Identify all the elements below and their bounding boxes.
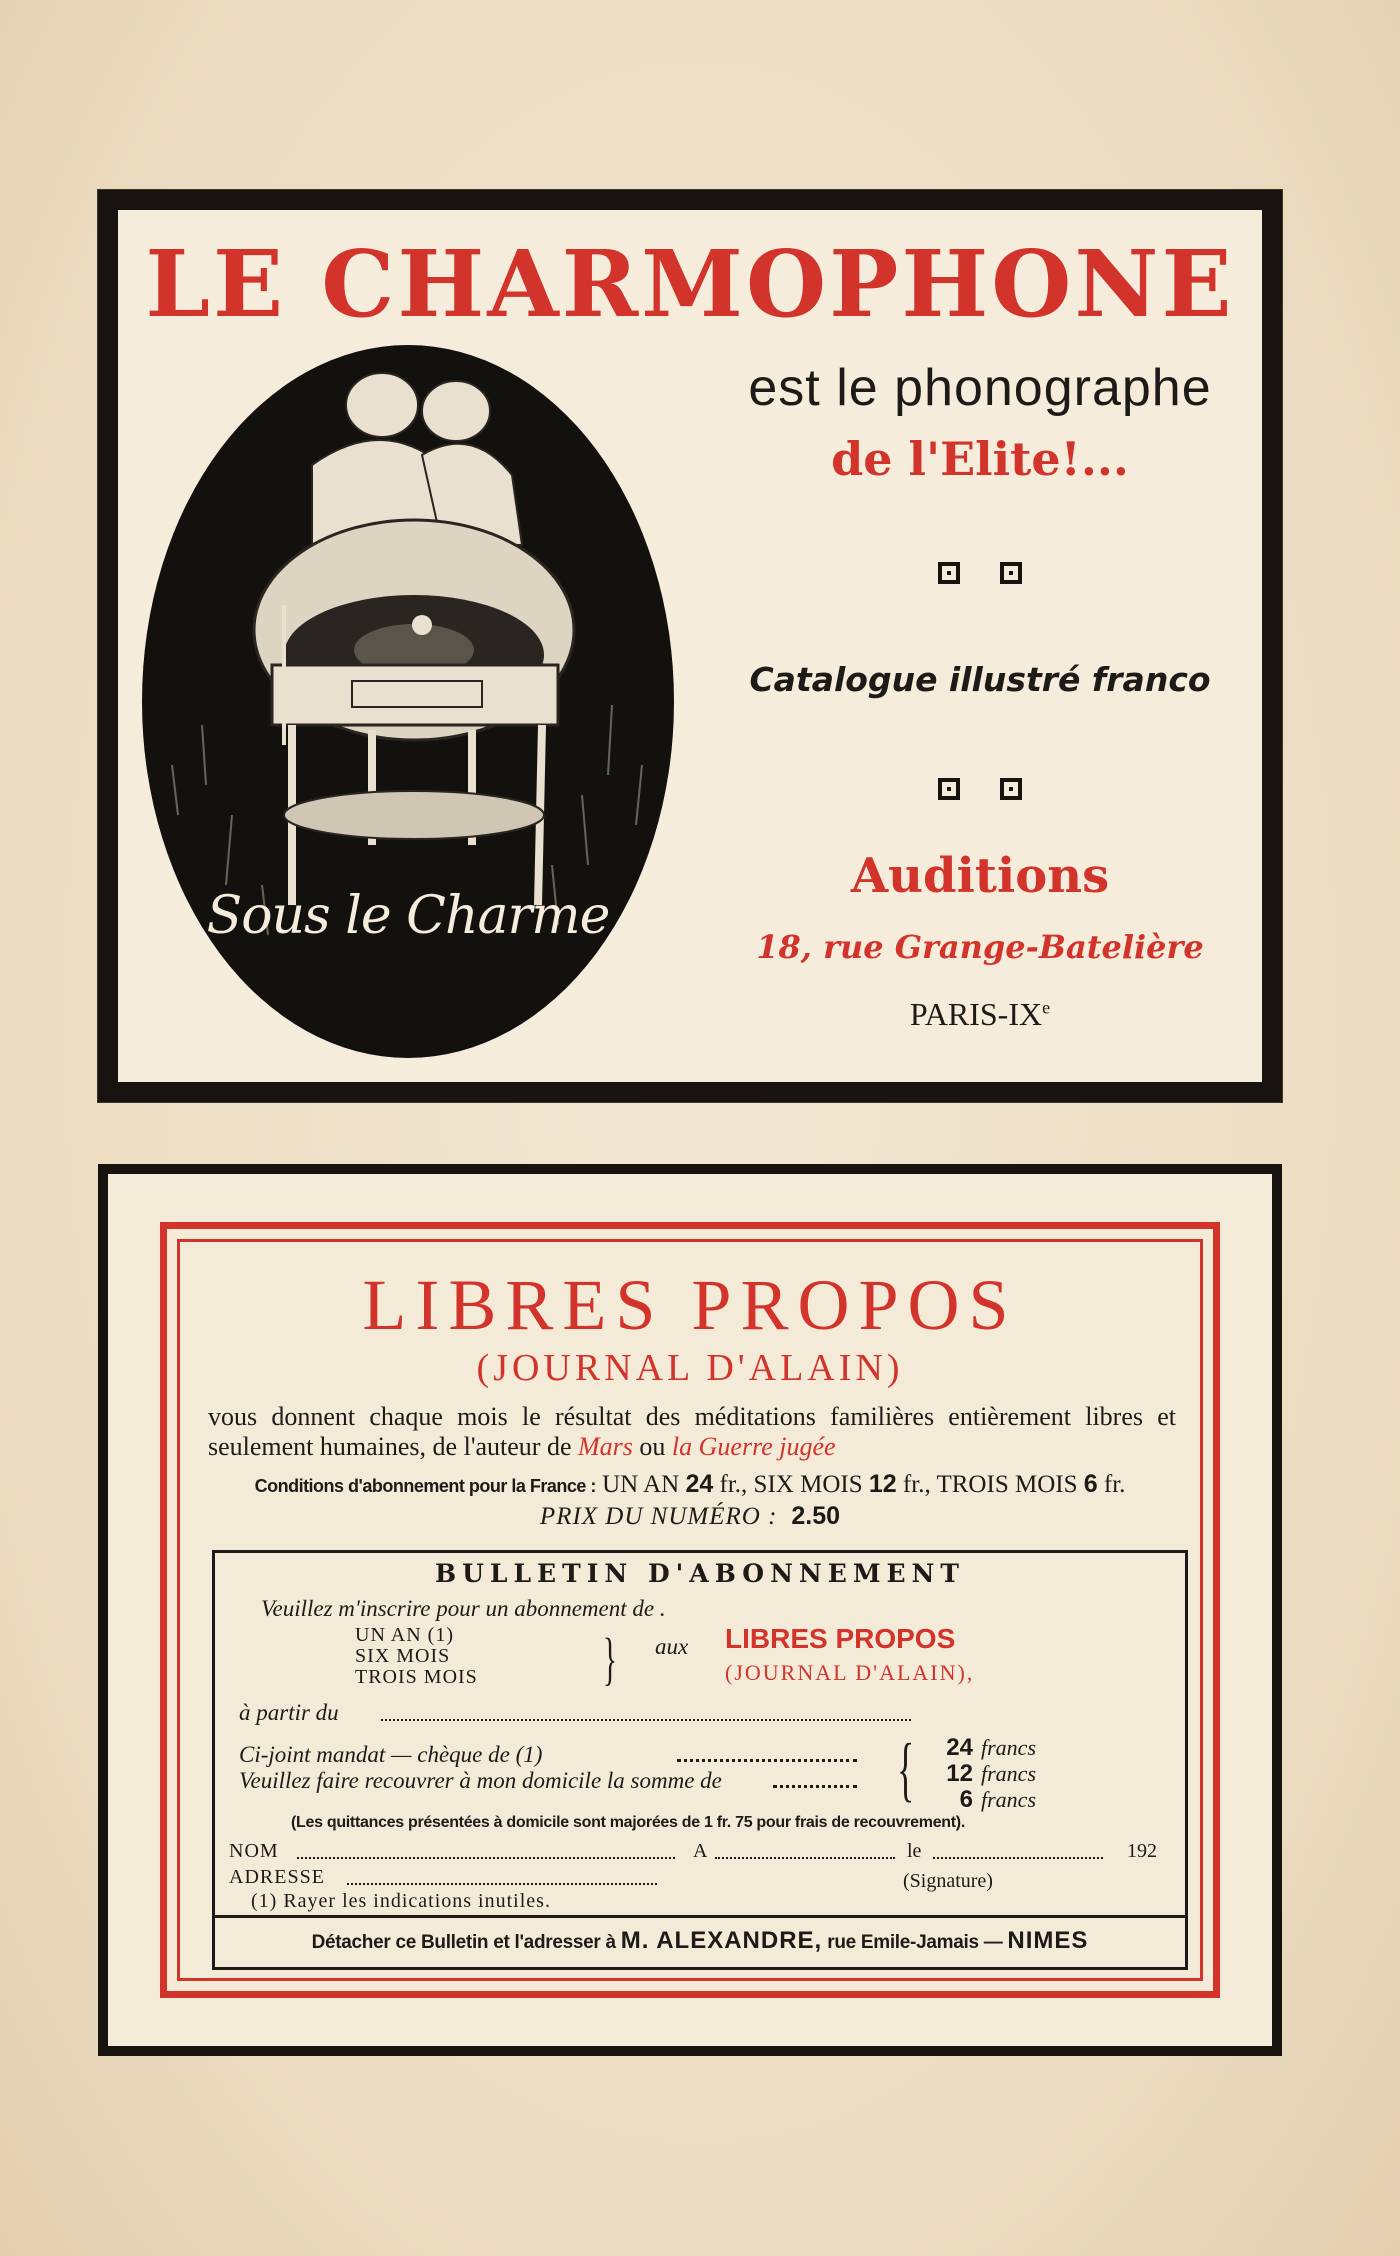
price-six-mois: 12 [868, 1470, 897, 1498]
charmophone-title: LE CHARMOPHONE [145, 230, 1235, 338]
amount-options [937, 1735, 1036, 1813]
libres-propos-advertisement [98, 1164, 1282, 2056]
brace-icon: { [897, 1729, 915, 1809]
amount-value: 6 [959, 1786, 973, 1813]
charmophone-advertisement [98, 190, 1282, 1102]
form-footer [215, 1927, 1185, 1955]
ornament-squares-top [678, 562, 1282, 584]
option-six-mois[interactable]: SIX MOIS [355, 1645, 451, 1667]
strike-note: (1) Rayer les indications inutiles. [251, 1890, 551, 1912]
name-field[interactable] [297, 1857, 675, 1859]
square-ornament-icon [938, 778, 960, 800]
city-superscript: e [1042, 997, 1051, 1018]
year-prefix: 192 [1127, 1840, 1157, 1862]
start-date-field[interactable] [381, 1719, 911, 1721]
city-line [678, 996, 1282, 1033]
description-text: vous donnent chaque mois le résultat des méditations familières entièrement libres et seulement humaines, de l'auteur de [208, 1402, 1176, 1461]
form-request-line: Veuillez m'inscrire pour un abonnement de . [261, 1596, 666, 1621]
form-libres-propos: LIBRES PROPOS [725, 1623, 956, 1654]
issue-price [108, 1502, 1272, 1531]
square-ornament-icon [1000, 778, 1022, 800]
phonograph-drawing [142, 345, 674, 1058]
address-field[interactable] [347, 1883, 657, 1885]
conditions-fr: fr. [1103, 1471, 1126, 1498]
illustration-caption: Sous le Charme [206, 886, 610, 946]
price-value: 2.50 [791, 1502, 841, 1530]
or-word: ou [639, 1432, 666, 1461]
libres-propos-panel [108, 1174, 1272, 2046]
catalogue-text: Catalogue illustré franco [749, 660, 1211, 699]
payment-mandat-line: Ci-joint mandat — chèque de (1) [239, 1742, 543, 1767]
square-ornament-icon [938, 562, 960, 584]
libres-propos-subtitle: (JOURNAL D'ALAIN) [476, 1347, 904, 1389]
form-heading: BULLETIN D'ABONNEMENT [434, 1559, 966, 1588]
form-divider [215, 1915, 1185, 1918]
tagline-elite: de l'Elite!... [831, 432, 1129, 486]
phonograph-illustration [142, 345, 674, 1058]
payment-collect-dots [773, 1785, 857, 1788]
duration-options [355, 1625, 478, 1688]
tagline-phonographe: est le phonographe [748, 359, 1212, 417]
payment-collect-line: Veuillez faire recouvrer à mon domicile la somme de [239, 1768, 722, 1793]
payment-mandat-dots [677, 1759, 857, 1762]
auditions-heading: Auditions [850, 848, 1110, 904]
price-label: PRIX DU NUMÉRO : [539, 1503, 778, 1530]
footer-detach: Détacher ce Bulletin et l'adresser à [311, 1932, 616, 1953]
libres-propos-title: LIBRES PROPOS [362, 1265, 1018, 1345]
conditions-label: Conditions d'abonnement pour la France : [254, 1476, 596, 1496]
square-ornament-icon [1000, 562, 1022, 584]
footer-city: NIMES [1007, 1927, 1089, 1954]
charmophone-panel [118, 210, 1262, 1082]
subscription-conditions [108, 1470, 1272, 1499]
ornament-squares-bottom [678, 778, 1282, 800]
conditions-trois-mois: fr., TROIS MOIS [902, 1471, 1078, 1498]
date-label: le [907, 1840, 922, 1862]
form-journal-alain: (JOURNAL D'ALAIN), [725, 1660, 975, 1685]
work-title-guerre: la Guerre jugée [671, 1432, 836, 1461]
place-label: A [693, 1840, 708, 1862]
amount-6[interactable] [937, 1787, 1036, 1813]
libres-propos-description [208, 1402, 1176, 1462]
amount-value: 12 [946, 1760, 973, 1787]
amount-value: 24 [946, 1734, 973, 1761]
conditions-un-an: UN AN [602, 1471, 680, 1498]
aux-word: aux [655, 1634, 689, 1659]
price-un-an: 24 [685, 1470, 714, 1498]
name-label: NOM [229, 1840, 279, 1862]
collection-fee-note: (Les quittances présentées à domicile sont majorées de 1 fr. 75 pour frais de recouvrement). [291, 1814, 965, 1831]
footer-name: M. ALEXANDRE, [620, 1927, 823, 1954]
work-title-mars: Mars [578, 1432, 633, 1461]
price-trois-mois: 6 [1083, 1470, 1098, 1498]
francs-unit: francs [981, 1787, 1036, 1812]
amount-12[interactable] [937, 1761, 1036, 1787]
signature-label: (Signature) [903, 1870, 993, 1892]
city-name: PARIS-IX [909, 996, 1043, 1032]
start-date-label: à partir du [239, 1700, 339, 1725]
footer-street: rue Emile-Jamais — [827, 1932, 1003, 1953]
francs-unit: francs [981, 1735, 1036, 1760]
address-label: ADRESSE [229, 1866, 325, 1888]
subscription-form [212, 1550, 1188, 1970]
place-field[interactable] [715, 1857, 895, 1859]
conditions-six-mois: fr., SIX MOIS [719, 1471, 863, 1498]
option-un-an[interactable]: UN AN (1) [355, 1624, 454, 1646]
date-field[interactable] [933, 1857, 1103, 1859]
option-trois-mois[interactable]: TROIS MOIS [355, 1666, 478, 1688]
francs-unit: francs [981, 1761, 1036, 1786]
street-address: 18, rue Grange-Batelière [756, 928, 1204, 966]
brace-icon: } [603, 1626, 617, 1691]
amount-24[interactable] [937, 1735, 1036, 1761]
